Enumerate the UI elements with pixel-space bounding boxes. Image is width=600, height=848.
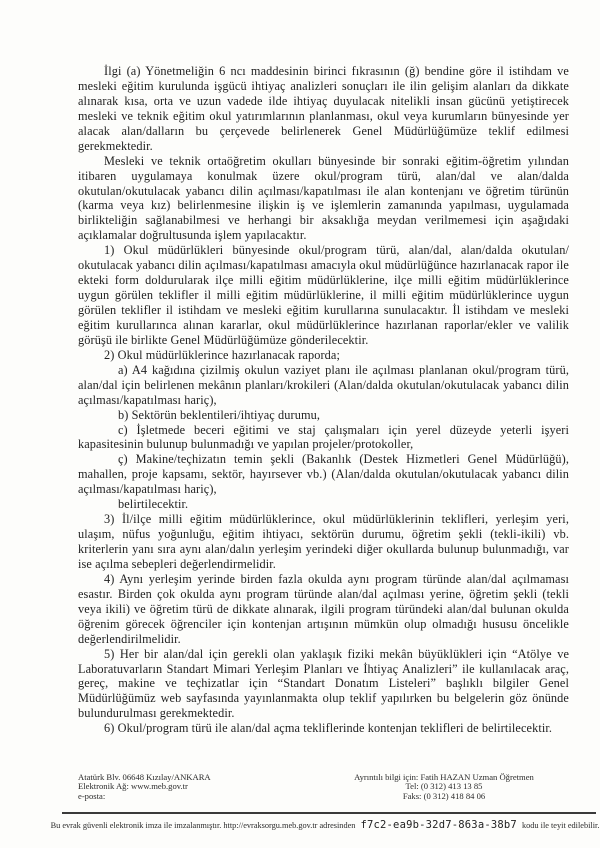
footer-contact-tel: Tel: (0 312) 413 13 85	[405, 781, 483, 792]
footer-contact-person: Ayrıntılı bilgi için: Fatih HAZAN Uzman Öğretmen	[354, 772, 534, 782]
verification-code: f7c2-ea9b-32d7-863a-38b7	[360, 819, 517, 831]
body-paragraph-mesleki: Mesleki ve teknik ortaöğretim okulları bünyesinde bir sonraki eğitim-öğretim yılından itibaren uygulamaya konulmak üzere okul/program türü, alan/dal ve alan/dalda okutulan/okutulacak yabancı dilin açılması/kapatılması ile alan kontenjanı ve öğretim türünün (karma veya kız) belirlenmesine ilişkin iş ve işlemlerin zamanında yapılması, uygulamada birlikteliğin sağlanabilmesi ve herhangi bir aksaklığa meydan verilmemesi için aşağıdaki açıklamalar doğrultusunda işlem yapılacaktır.	[78, 153, 569, 243]
document-body	[78, 64, 569, 736]
body-paragraph-item-2c: c) İşletmede beceri eğitimi ve staj çalışmaları için yerel düzeyde yeterli işyeri kapasitesinin bulunup bulunmadığı ve yapılan projeler/protokoller,	[78, 422, 569, 452]
body-paragraph-item-2: 2) Okul müdürlüklerince hazırlanacak raporda;	[104, 347, 340, 362]
body-paragraph-item-6: 6) Okul/program türü ile alan/dal açma tekliflerinde kontenjan teklifleri de belirtilecektir.	[104, 721, 553, 736]
body-paragraph-belirtilecektir: belirtilecektir.	[118, 497, 189, 512]
body-paragraph-item-2a: a) A4 kağıdına çizilmiş okulun vaziyet planı ile açılması planlanan okul/program türü, alan/dal için belirlenen mekânın planları/krokileri (Alan/dalda okutulan/okutulacak yabancı dilin açılması/kapatılması hariç),	[78, 362, 569, 407]
footer-address-eposta: e-posta:	[78, 790, 106, 801]
footer-contact-block	[318, 773, 570, 801]
body-paragraph-item-1: 1) Okul müdürlükleri bünyesinde okul/program türü, alan/dal, alan/dalda okutulan/ okutulacak yabancı dilin açılması/kapatılması amacıyla okul müdürlüğünce hazırlanacak rapor ile ekteki form doldurularak ilçe milli eğitim müdürlüklerine, ilçe milli eğitim müdürlüklerince uygun görülen teklifler il milli eğitim müdürlüklerine, il milli eğitim müdürlüklerince uygun görülen teklifler il istihdam ve mesleki eğitim kurullarına sunulacaktır. İl istihdam ve mesleki eğitim kurullarınca alınan kararlar, okul müdürlüklerince hazırlanan raporlar/ekler ve valilik görüşü ile birlikte Genel Müdürlüğümüze gönderilecektir.	[78, 243, 569, 347]
verification-line	[50, 819, 600, 831]
footer-divider	[62, 812, 596, 814]
verification-suffix: kodu ile teyit edilebilir.	[521, 820, 600, 830]
body-paragraph-item-2b: b) Sektörün beklentileri/ihtiyaç durumu,	[118, 407, 321, 422]
body-paragraph-item-4: 4) Aynı yerleşim yerinde birden fazla okulda aynı program türünde alan/dal açılmaması esastır. Birden çok okulda aynı program türünde alan/dal açılması yerine, öğretim şekli (tekli veya ikili) ve öğretim türü de dikkate alınarak, ilgili program türündeki alan/dal bulunan okulda öğrenim görecek öğrenciler için kontenjan artışının mümkün olup olmadığı hususu öncelikle değerlendirilmelidir.	[78, 571, 569, 646]
body-paragraph-item-3: 3) İl/ilçe milli eğitim müdürlüklerince, okul müdürlüklerinin teklifleri, yerleşim yeri, ulaşım, nüfus yoğunluğu, eğitim ihtiyacı, sektörün durumu, öğretim şekli (tekli-ikili) vb. kriterlerin yanı sıra aynı alan/dalın yerleşim yerindeki diğer okullarda bulunup bulunmadığı, var ise açılma sebepleri değerlendirmelidir.	[78, 512, 569, 571]
body-paragraph-item-2cc: ç) Makine/teçhizatın temin şekli (Bakanlık (Destek Hizmetleri Genel Müdürlüğü), mahallen, proje kapsamı, sektör, hayırsever vb.) (Alan/dalda okutulan/okutulacak yabancı dilin açılması/kapatılması hariç),	[78, 452, 569, 497]
footer-address-block	[78, 773, 211, 801]
verification-prefix: Bu evrak güvenli elektronik imza ile imzalanmıştır. http://evraksorgu.meb.gov.tr adresinden	[50, 820, 356, 830]
body-paragraph-ilgi: İlgi (a) Yönetmeliğin 6 ncı maddesinin birinci fıkrasının (ğ) bendine göre il istihdam ve mesleki eğitim kurulunda işgücü ihtiyaç analizleri sonuçları ile ilin gelişim alanları da dikkate alınarak kısa, orta ve uzun vadede ilde ihtiyaç duyulacak nitelikli insan gücünü yetiştirecek mesleki ve teknik eğitim okul yatırımlarının planlanması, okul veya kurumların bünyesinde yer alacak alan/dalların bu çerçevede belirlenerek Genel Müdürlüğümüze teklif edilmesi gerekmektedir.	[78, 64, 569, 153]
footer-address-street: Atatürk Blv. 06648 Kızılay/ANKARA	[78, 772, 211, 782]
body-paragraph-item-5: 5) Her bir alan/dal için gerekli olan yaklaşık fiziki mekân büyüklükleri için “Atölye ve Laboratuvarların Standart Mimari Yerleşim Planları ve İhtiyaç Analizleri” ile kullanılacak araç, gereç, makine ve teçhizatlar için “Standart Donatım Listeleri” başlıklı bilgiler Genel Müdürlüğümüz web sayfasında yayınlanmakta olup teklif yapılırken bu belgelerin göz önünde bulundurulması gerekmektedir.	[78, 646, 569, 721]
footer-address-web: Elektronik Ağ: www.meb.gov.tr	[78, 781, 188, 792]
footer-contact-faks: Faks: (0 312) 418 84 06	[402, 790, 486, 801]
